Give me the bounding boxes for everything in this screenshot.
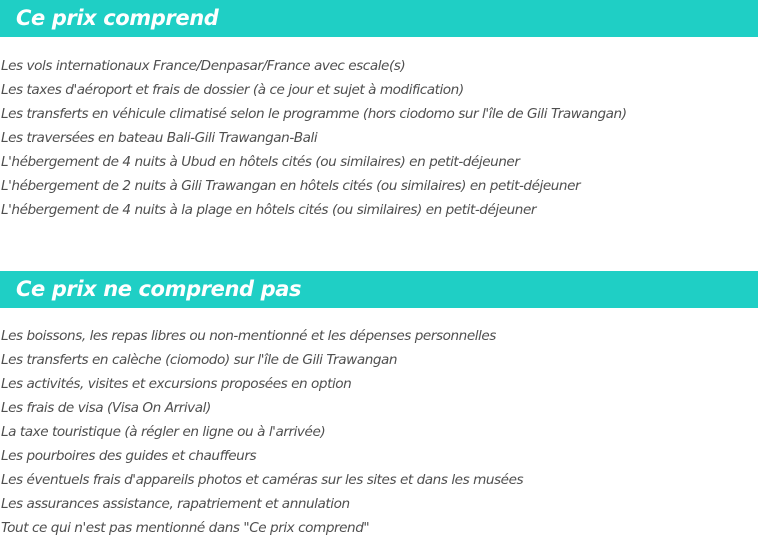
- excluded-item: La taxe touristique (à régler en ligne ou à l'arrivée): [1, 424, 326, 440]
- excluded-item: Les boissons, les repas libres ou non-mentionné et les dépenses personnelles: [1, 328, 496, 344]
- excluded-item: Les éventuels frais d'appareils photos et caméras sur les sites et dans les musées: [1, 472, 524, 488]
- excluded-section-header: [0, 271, 758, 308]
- excluded-item: Les pourboires des guides et chauffeurs: [1, 448, 257, 464]
- excluded-item: Les frais de visa (Visa On Arrival): [1, 400, 211, 416]
- included-section-title: Ce prix comprend: [16, 6, 219, 30]
- excluded-item: Les assurances assistance, rapatriement et annulation: [1, 496, 350, 512]
- excluded-item: Tout ce qui n'est pas mentionné dans "Ce prix comprend": [1, 520, 370, 536]
- included-section-header: [0, 0, 758, 37]
- included-items-list: [0, 54, 627, 222]
- excluded-item: Les transferts en calèche (ciomodo) sur l'île de Gili Trawangan: [1, 352, 398, 368]
- included-item: Les transferts en véhicule climatisé selon le programme (hors ciodomo sur l'île de Gili Trawangan): [1, 106, 627, 122]
- included-item: Les traversées en bateau Bali-Gili Trawangan-Bali: [1, 130, 318, 146]
- excluded-section-title: Ce prix ne comprend pas: [16, 277, 302, 301]
- included-item: Les taxes d'aéroport et frais de dossier (à ce jour et sujet à modification): [1, 82, 464, 98]
- included-item: L'hébergement de 2 nuits à Gili Trawangan en hôtels cités (ou similaires) en petit-déjeuner: [1, 178, 581, 194]
- excluded-items-list: [0, 324, 523, 540]
- included-item: Les vols internationaux France/Denpasar/France avec escale(s): [1, 58, 406, 74]
- included-item: L'hébergement de 4 nuits à Ubud en hôtels cités (ou similaires) en petit-déjeuner: [1, 154, 520, 170]
- included-item: L'hébergement de 4 nuits à la plage en hôtels cités (ou similaires) en petit-déjeuner: [1, 202, 537, 218]
- excluded-item: Les activités, visites et excursions proposées en option: [1, 376, 352, 392]
